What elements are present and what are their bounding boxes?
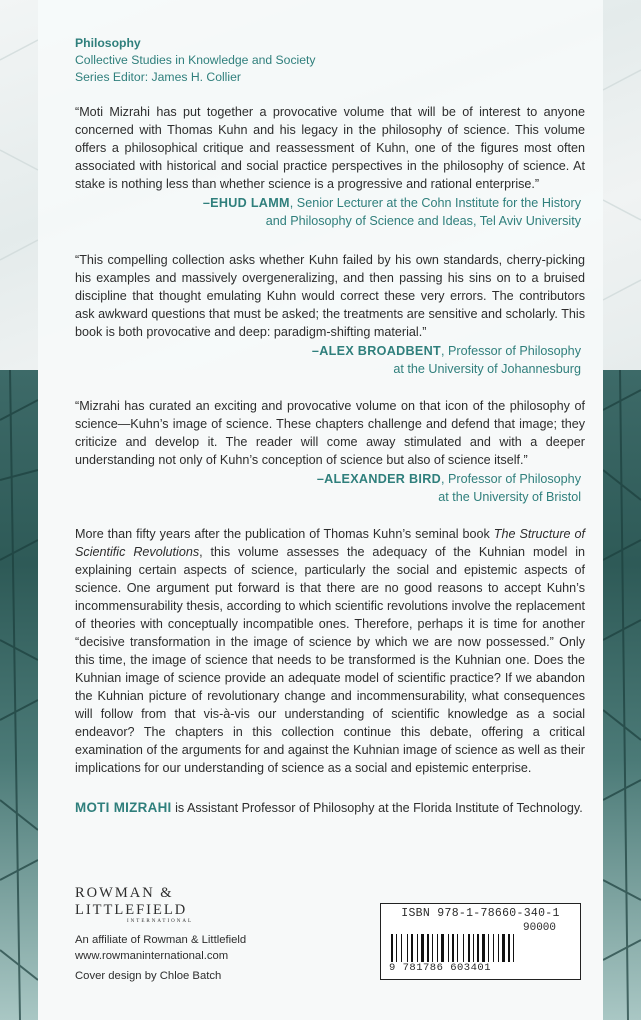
barcode-bars xyxy=(391,934,569,962)
publisher-logo-line-1: ROWMAN & xyxy=(75,885,174,901)
cover-design-credit: Cover design by Chloe Batch xyxy=(75,970,222,982)
quote-2-attribution xyxy=(312,342,581,378)
quote-1: “Moti Mizrahi has put together a provocative volume that will be of interest to anyone concerned with Thomas Kuhn and his legacy in the philosophy of science. This volume offers a philosophical critique and reassessment of Kuhn, one of the figures most often associated with historical and social practice perspectives in the philosophy of science. At stake is nothing less than whether science is a progressive and rational enterprise.” xyxy=(75,105,585,191)
series-editor: Series Editor: James H. Collier xyxy=(75,70,241,84)
publisher-logo-line-3: INTERNATIONAL xyxy=(127,919,193,924)
author-name: MOTI MIZRAHI xyxy=(75,800,172,815)
barcode xyxy=(380,903,581,980)
isbn-label: ISBN 978-1-78660-340-1 xyxy=(401,907,560,920)
quote-3: “Mizrahi has curated an exciting and provocative volume on that icon of the philosophy of science—Kuhn’s image of science. These chapters challenge and defend that image; they criticize and develop it. The reader will come away stimulated and with a deeper understanding not only of Kuhn’s conception of science but also of science itself.” xyxy=(75,399,585,467)
book-title: The Structure of Scientific Revolutions xyxy=(75,527,585,559)
quote-1-role-1: , Senior Lecturer at the Cohn Institute for the History xyxy=(289,196,581,210)
book-description xyxy=(75,525,585,777)
ean-number: 9 781786 603401 xyxy=(389,962,492,974)
quote-3-role-2: at the University of Bristol xyxy=(438,490,581,504)
quote-2-name: –ALEX BROADBENT xyxy=(311,344,441,358)
series-info xyxy=(75,35,316,86)
description-part-1: More than fifty years after the publication of Thomas Kuhn’s seminal book xyxy=(75,527,494,541)
quote-2: “This compelling collection asks whether Kuhn failed by his own standards, cherry-picking his examples and massively overgeneralizing, and then passing his sins on to a bruised discipline that thought emulating Kuhn would correct these very errors. The contributors ask awkward questions that must be asked; the treatments are sensitive and scholarly. This book is both provocative and deep: paradigm-shifting material.” xyxy=(75,253,585,339)
author-description: is Assistant Professor of Philosophy at the Florida Institute of Technology. xyxy=(171,801,583,815)
quote-3-attribution xyxy=(317,470,581,506)
author-bio xyxy=(75,800,595,815)
series-category: Philosophy xyxy=(75,36,141,50)
quote-2-role-1: , Professor of Philosophy xyxy=(440,344,581,358)
description-part-2: , this volume assesses the adequacy of the Kuhnian model in explaining certain aspects of science, particularly the social and epistemic aspects of science. One argument put forward is that there are no good reasons to accept Kuhn’s incommensurability thesis, according to which scientific revolutions involve the replacement of theories with conceptually incompatible ones. Therefore, perhaps it is time for another “decisive transformation in the image of science by which we are now possessed.” Only this time, the image of science that needs to be transformed is the Kuhnian one. Does the Kuhnian image of science provide an adequate model of scientific practice? If we abandon the Kuhnian picture of revolutionary change and incommensurability, what consequences will follow from that vis-à-vis our understanding of scientific knowledge as a social endeavor? The chapters in this collection continue this debate, offering a critical examination of the arguments for and against the Kuhnian image of science as well as their implications for our understanding of science as a social and epistemic enterprise. xyxy=(75,545,585,775)
publisher-affiliation xyxy=(75,932,246,964)
price-code: 90000 xyxy=(523,922,557,934)
publisher-logo-line-2: LITTLEFIELD xyxy=(75,902,188,918)
quote-1-name: –EHUD LAMM xyxy=(202,196,290,210)
publisher-website[interactable]: www.rowmaninternational.com xyxy=(75,950,229,962)
quote-3-name: –ALEXANDER BIRD xyxy=(316,472,441,486)
quote-1-attribution xyxy=(203,194,581,230)
quote-1-role-2: and Philosophy of Science and Ideas, Tel Aviv University xyxy=(265,214,581,228)
publisher-logo xyxy=(75,885,193,924)
affiliate-text: An affiliate of Rowman & Littlefield xyxy=(75,934,247,946)
series-title: Collective Studies in Knowledge and Society xyxy=(75,53,316,67)
quote-3-role-1: , Professor of Philosophy xyxy=(440,472,581,486)
quote-2-role-2: at the University of Johannesburg xyxy=(393,362,581,376)
